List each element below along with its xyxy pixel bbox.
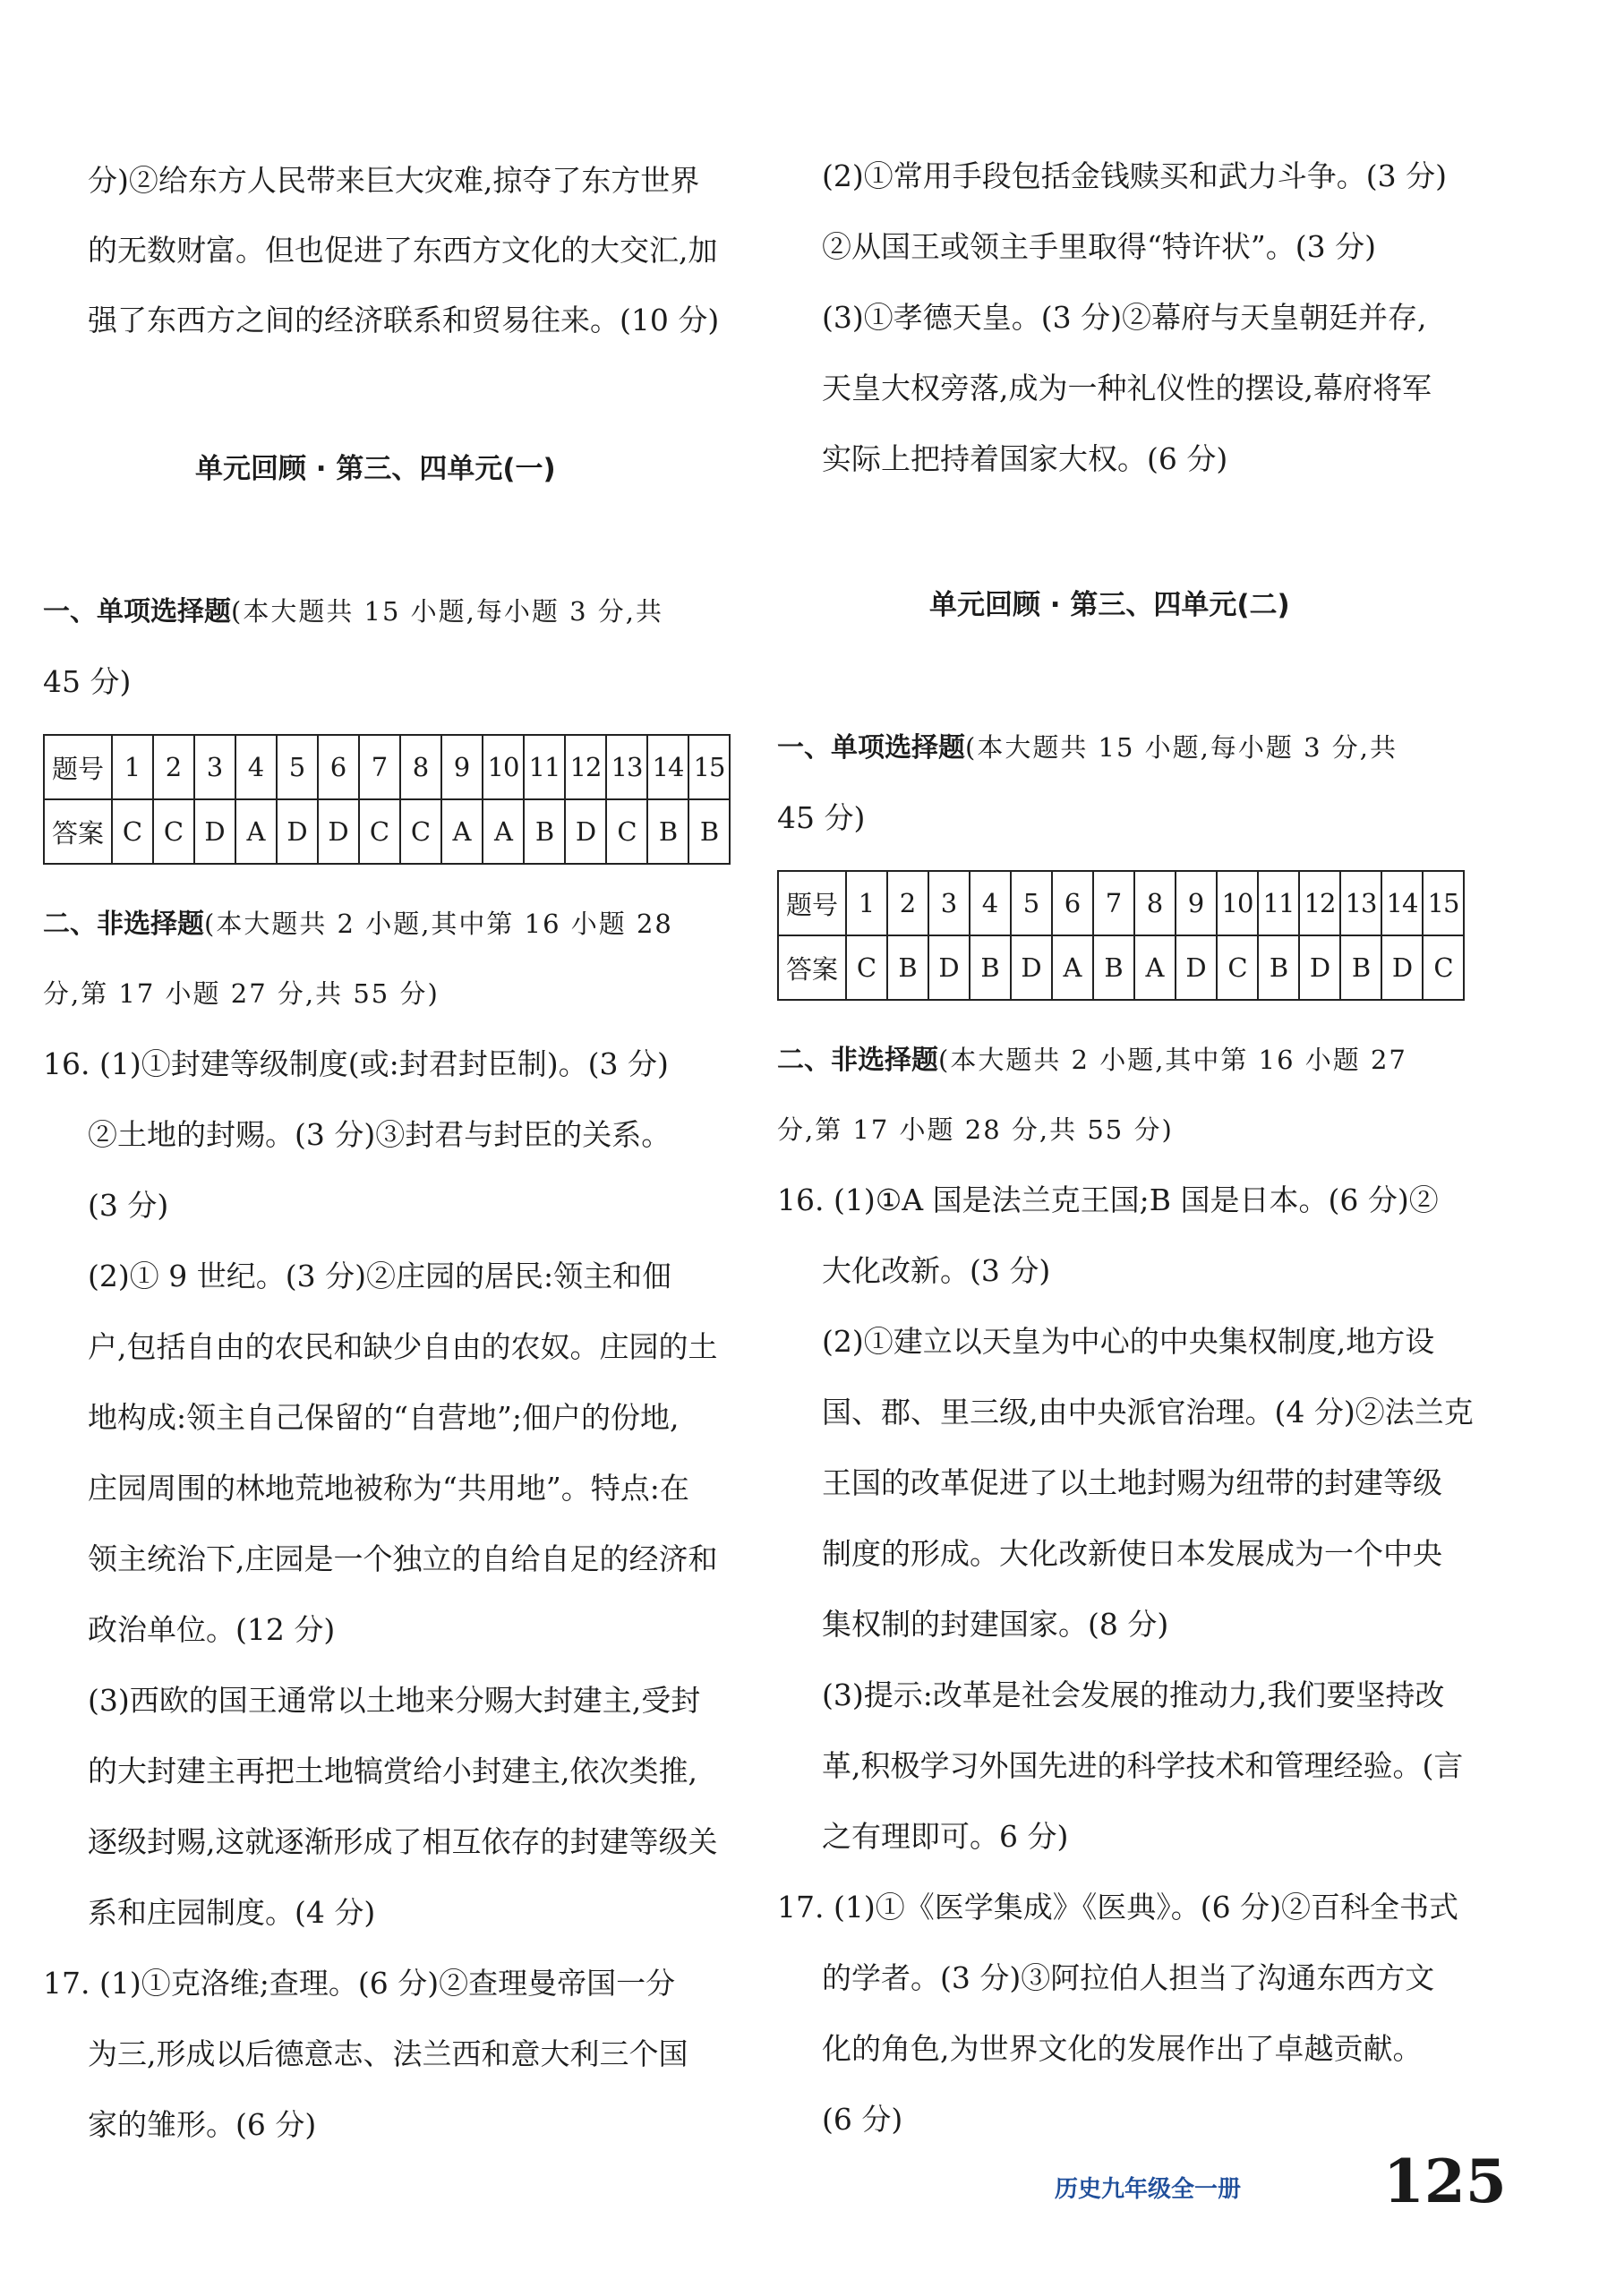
table-cell: 8 — [400, 735, 441, 799]
q16-line: (2)① 9 世纪。(3 分)②庄园的居民:领主和佃 — [88, 1259, 672, 1293]
table-cell: C — [846, 935, 887, 1000]
table-cell: 13 — [1340, 871, 1381, 935]
table-cell: C — [400, 799, 441, 864]
table-cell: C — [1217, 935, 1258, 1000]
footer-book-title: 历史九年级全一册 — [1055, 2176, 1242, 2203]
table-cell: C — [1423, 935, 1464, 1000]
q16-line: 地构成:领主自己保留的“自营地”;佃户的份地, — [88, 1400, 680, 1435]
table-header-label: 题号 — [778, 871, 846, 935]
part1-note-cont: 45 分) — [43, 664, 132, 699]
table-cell: D — [277, 799, 318, 864]
q16-line: 集权制的封建国家。(8 分) — [822, 1607, 1169, 1642]
part1-heading: 一、单项选择题 — [777, 732, 965, 764]
table-cell: 14 — [647, 735, 688, 799]
table-cell: D — [1381, 935, 1423, 1000]
table-cell: B — [524, 799, 565, 864]
table-cell: B — [1093, 935, 1134, 1000]
table-cell: 13 — [606, 735, 647, 799]
q17-line: 家的雏形。(6 分) — [88, 2107, 317, 2142]
part1-heading-line — [777, 725, 1398, 770]
q16-line: 领主统治下,庄园是一个独立的自给自足的经济和 — [88, 1541, 718, 1576]
table-cell: 11 — [1258, 871, 1299, 935]
table-row-answers — [778, 935, 1464, 1000]
q16-line: 革,积极学习外国先进的科学技术和管理经验。(言 — [822, 1748, 1464, 1783]
table-cell: D — [1299, 935, 1340, 1000]
text-line: 的无数财富。但也促进了东西方文化的大交汇,加 — [88, 233, 718, 268]
table-cell: 1 — [846, 871, 887, 935]
q16-line: 户,包括自由的农民和缺少自由的农奴。庄园的土 — [88, 1329, 718, 1364]
table-cell: 14 — [1381, 871, 1423, 935]
q16-line: 的大封建主再把土地犒赏给小封建主,依次类推, — [88, 1754, 697, 1788]
q16-line: 逐级封赐,这就逐渐形成了相互依存的封建等级关 — [88, 1824, 718, 1859]
table-cell: 8 — [1134, 871, 1176, 935]
table-cell: 7 — [1093, 871, 1134, 935]
table-cell: D — [1011, 935, 1052, 1000]
part1-note: (本大题共 15 小题,每小题 3 分,共 — [965, 732, 1398, 763]
q16-line: (3)西欧的国王通常以土地来分赐大封建主,受封 — [88, 1683, 701, 1718]
table-cell: 6 — [1052, 871, 1093, 935]
part2-note: (本大题共 2 小题,其中第 16 小题 28 — [204, 909, 673, 939]
q16-line: (2)①建立以天皇为中心的中央集权制度,地方设 — [822, 1324, 1435, 1359]
table-cell: A — [483, 799, 524, 864]
table-cell: 3 — [928, 871, 970, 935]
text-line: (2)①常用手段包括金钱赎买和武力斗争。(3 分) — [822, 158, 1447, 193]
table-cell: B — [1258, 935, 1299, 1000]
q16-line: 国、郡、里三级,由中央派官治理。(4 分)②法兰克 — [822, 1395, 1474, 1430]
part1-note-cont: 45 分) — [777, 800, 866, 835]
table-cell: A — [441, 799, 483, 864]
table-cell: C — [606, 799, 647, 864]
q16-line: 系和庄园制度。(4 分) — [88, 1895, 376, 1930]
part2-heading-line — [43, 901, 673, 946]
table-cell: 10 — [483, 735, 524, 799]
section-title: 单元回顾 · 第三、四单元(一) — [195, 453, 556, 485]
table-cell: A — [1134, 935, 1176, 1000]
q16-line: (3 分) — [88, 1188, 169, 1223]
table-cell: 2 — [887, 871, 928, 935]
part2-note-cont: 分,第 17 小题 28 分,共 55 分) — [777, 1114, 1174, 1145]
table-cell: B — [1340, 935, 1381, 1000]
text-line: 强了东西方之间的经济联系和贸易往来。(10 分) — [88, 303, 720, 337]
table-cell: 4 — [235, 735, 277, 799]
table-cell: D — [194, 799, 235, 864]
table-row-numbers — [778, 871, 1464, 935]
table-header-label: 题号 — [44, 735, 112, 799]
table-cell: C — [359, 799, 400, 864]
text-line: (3)①孝德天皇。(3 分)②幕府与天皇朝廷并存, — [822, 300, 1427, 335]
table-cell: D — [1176, 935, 1217, 1000]
table-cell: 9 — [1176, 871, 1217, 935]
table-cell: B — [688, 799, 730, 864]
q16-line: 庄园周围的林地荒地被称为“共用地”。特点:在 — [88, 1471, 689, 1506]
q16-line: ②土地的封赐。(3 分)③封君与封臣的关系。 — [88, 1117, 671, 1152]
q17-line: 17. (1)①克洛维;查理。(6 分)②查理曼帝国一分 — [43, 1966, 676, 2001]
table-answer-label: 答案 — [44, 799, 112, 864]
table-row-answers — [44, 799, 730, 864]
table-cell: D — [565, 799, 606, 864]
text-line: 分)②给东方人民带来巨大灾难,掠夺了东方世界 — [88, 163, 700, 198]
table-cell: D — [928, 935, 970, 1000]
table-cell: D — [318, 799, 359, 864]
part1-heading: 一、单项选择题 — [43, 596, 231, 627]
text-line: 实际上把持着国家大权。(6 分) — [822, 441, 1228, 476]
text-line: 天皇大权旁落,成为一种礼仪性的摆设,幕府将军 — [822, 371, 1432, 405]
table-answer-label: 答案 — [778, 935, 846, 1000]
table-cell: 11 — [524, 735, 565, 799]
q16-line: 16. (1)①封建等级制度(或:封君封臣制)。(3 分) — [43, 1046, 669, 1081]
q17-line: 为三,形成以后德意志、法兰西和意大利三个国 — [88, 2036, 688, 2071]
q16-line: 制度的形成。大化改新使日本发展成为一个中央 — [822, 1536, 1442, 1571]
table-cell: A — [235, 799, 277, 864]
part2-heading: 二、非选择题 — [777, 1045, 938, 1076]
table-cell: 9 — [441, 735, 483, 799]
table-cell: B — [647, 799, 688, 864]
part2-note-cont: 分,第 17 小题 27 分,共 55 分) — [43, 978, 440, 1009]
q16-line: (3)提示:改革是社会发展的推动力,我们要坚持改 — [822, 1677, 1445, 1712]
table-cell: 15 — [1423, 871, 1464, 935]
text-line: ②从国王或领主手里取得“特许状”。(3 分) — [822, 229, 1376, 264]
q17-line: 17. (1)①《医学集成》《医典》。(6 分)②百科全书式 — [777, 1890, 1458, 1925]
part1-heading-line — [43, 589, 663, 634]
table-cell: 12 — [1299, 871, 1340, 935]
table-cell: B — [970, 935, 1011, 1000]
q16-line: 16. (1)①A 国是法兰克王国;B 国是日本。(6 分)② — [777, 1182, 1439, 1217]
section-title: 单元回顾 · 第三、四单元(二) — [929, 589, 1290, 621]
answer-table — [43, 734, 731, 865]
table-cell: A — [1052, 935, 1093, 1000]
table-cell: 5 — [1011, 871, 1052, 935]
table-cell: 7 — [359, 735, 400, 799]
part2-heading-line — [777, 1037, 1407, 1082]
part2-note: (本大题共 2 小题,其中第 16 小题 27 — [938, 1045, 1407, 1075]
answer-table — [777, 870, 1465, 1001]
table-cell: 4 — [970, 871, 1011, 935]
q17-line: 的学者。(3 分)③阿拉伯人担当了沟通东西方文 — [822, 1960, 1435, 1995]
table-cell: 15 — [688, 735, 730, 799]
q16-line: 政治单位。(12 分) — [88, 1612, 336, 1647]
table-cell: 3 — [194, 735, 235, 799]
part2-heading: 二、非选择题 — [43, 909, 204, 940]
table-cell: C — [112, 799, 153, 864]
table-cell: 12 — [565, 735, 606, 799]
q16-line: 王国的改革促进了以土地封赐为纽带的封建等级 — [822, 1465, 1442, 1500]
table-cell: 1 — [112, 735, 153, 799]
table-cell: 5 — [277, 735, 318, 799]
page-number: 125 — [1383, 2147, 1507, 2216]
table-cell: 10 — [1217, 871, 1258, 935]
q16-line: 大化改新。(3 分) — [822, 1253, 1051, 1288]
table-cell: 6 — [318, 735, 359, 799]
table-cell: 2 — [153, 735, 194, 799]
table-row-numbers — [44, 735, 730, 799]
table-cell: B — [887, 935, 928, 1000]
q17-line: 化的角色,为世界文化的发展作出了卓越贡献。 — [822, 2031, 1423, 2066]
part1-note: (本大题共 15 小题,每小题 3 分,共 — [231, 596, 663, 627]
q16-line: 之有理即可。6 分) — [822, 1819, 1069, 1854]
q17-line: (6 分) — [822, 2102, 903, 2137]
table-cell: C — [153, 799, 194, 864]
